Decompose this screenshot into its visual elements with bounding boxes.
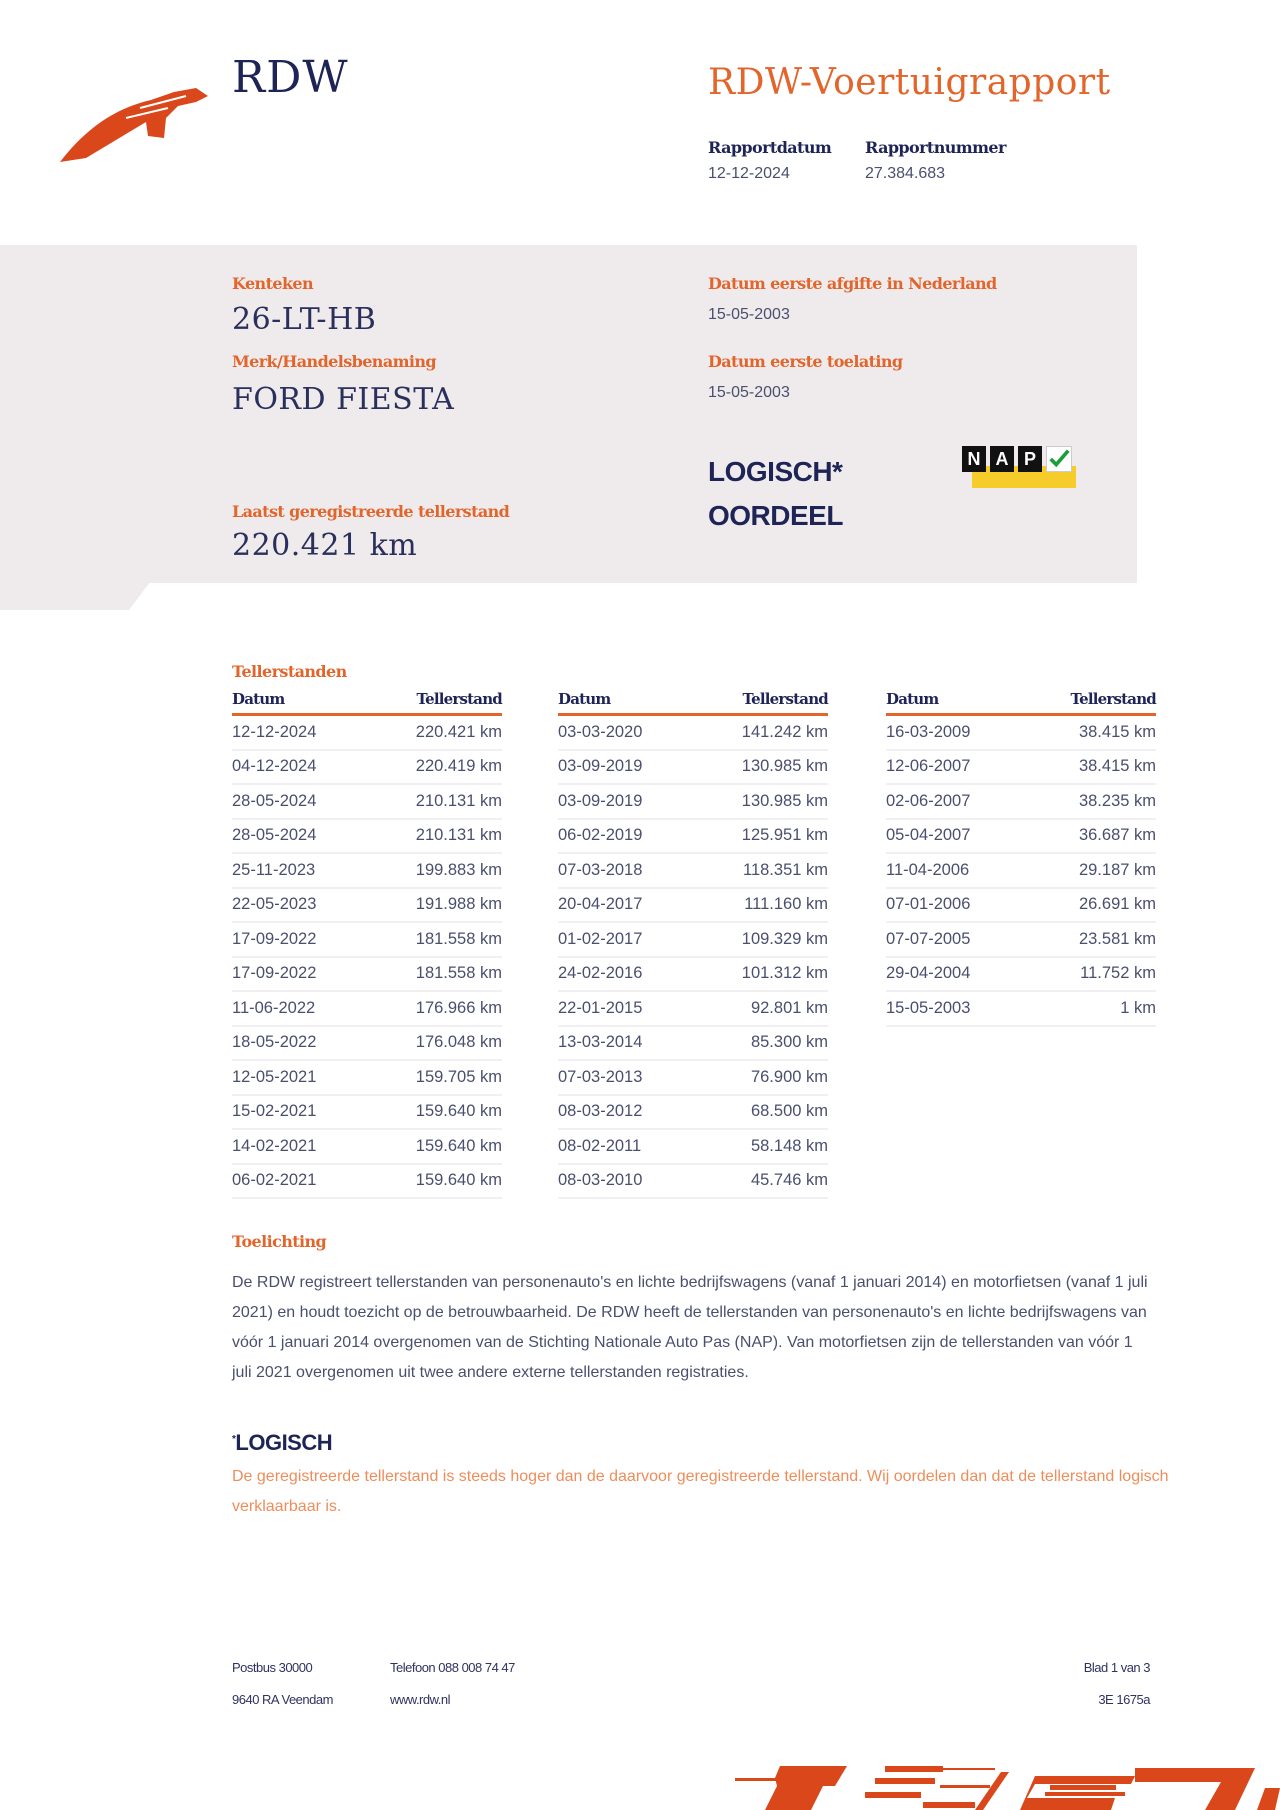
reading-km: 159.640 km (415, 1136, 502, 1155)
plate-value: 26-LT-HB (232, 302, 377, 337)
table-row (558, 1061, 828, 1096)
reading-km: 76.900 km (750, 1067, 828, 1086)
table-row (232, 889, 502, 924)
reading-date: 06-02-2021 (232, 1171, 317, 1190)
table-row (232, 716, 502, 751)
table-row (886, 923, 1156, 958)
nap-letter-n: N (962, 446, 986, 472)
brand-name: RDW (232, 52, 349, 103)
table-row (886, 716, 1156, 751)
table-row (558, 923, 828, 958)
verdict-line2: OORDEEL (708, 500, 843, 531)
footnote-title (232, 1430, 332, 1456)
reading-date: 22-05-2023 (232, 895, 317, 914)
odometer-column-3 (886, 690, 1156, 1027)
reading-km: 11.752 km (1080, 964, 1156, 983)
table-row (558, 1165, 828, 1200)
explanation-title: Toelichting (232, 1232, 327, 1251)
table-row (886, 751, 1156, 786)
reading-date: 24-02-2016 (558, 964, 643, 983)
reading-date: 16-03-2009 (886, 722, 971, 741)
reading-date: 07-03-2013 (558, 1067, 643, 1086)
table-row (558, 958, 828, 993)
first-admission-label: Datum eerste toelating (708, 352, 903, 371)
report-number: 27.384.683 (865, 165, 946, 182)
reading-km: 210.131 km (415, 826, 502, 845)
reading-km: 109.329 km (741, 929, 828, 948)
vehicle-summary-panel (0, 245, 1137, 583)
reading-date: 29-04-2004 (886, 964, 971, 983)
footer-phone: Telefoon 088 008 74 47 (390, 1660, 515, 1675)
nap-logo (962, 446, 1076, 490)
reading-km: 85.300 km (750, 1033, 828, 1052)
first-issue-nl-value: 15-05-2003 (708, 306, 790, 323)
reading-km: 176.048 km (415, 1033, 502, 1052)
table-row (232, 1096, 502, 1131)
report-date-block (708, 138, 831, 183)
checkmark-icon (1046, 446, 1072, 472)
table-row (232, 1061, 502, 1096)
rdw-logo-icon (56, 78, 212, 164)
table-row (232, 923, 502, 958)
footer-doc-code: 3E 1675a (1098, 1692, 1150, 1707)
footer-website[interactable]: www.rdw.nl (390, 1692, 451, 1707)
table-body (232, 716, 502, 1199)
table-row (558, 992, 828, 1027)
reading-km: 29.187 km (1078, 860, 1156, 879)
reading-date: 12-05-2021 (232, 1067, 317, 1086)
reading-date: 08-02-2011 (558, 1136, 642, 1155)
panel-notch (0, 582, 150, 610)
report-number-label: Rapportnummer (865, 138, 1006, 157)
table-body (886, 716, 1156, 1027)
table-row (886, 958, 1156, 993)
reading-km: 181.558 km (415, 964, 502, 983)
report-date: 12-12-2024 (708, 165, 790, 182)
reading-date: 11-06-2022 (232, 998, 316, 1017)
reading-km: 191.988 km (415, 895, 502, 914)
footer-page-number: Blad 1 van 3 (1083, 1660, 1150, 1675)
reading-km: 159.640 km (415, 1102, 502, 1121)
table-row (558, 1130, 828, 1165)
table-row (232, 1130, 502, 1165)
reading-date: 12-06-2007 (886, 757, 971, 776)
table-row (886, 785, 1156, 820)
reading-date: 03-03-2020 (558, 722, 643, 741)
table-row (558, 820, 828, 855)
reading-date: 13-03-2014 (558, 1033, 643, 1052)
col-reading-header: Tellerstand (1070, 690, 1156, 708)
reading-km: 1 km (1120, 998, 1156, 1017)
report-number-block (865, 138, 1006, 183)
table-body (558, 716, 828, 1199)
nap-letter-p: P (1018, 446, 1042, 472)
reading-date: 07-07-2005 (886, 929, 971, 948)
reading-km: 176.966 km (415, 998, 502, 1017)
odometer-column-1 (232, 690, 502, 1199)
footer-po-box: Postbus 30000 (232, 1660, 313, 1675)
reading-km: 38.235 km (1078, 791, 1156, 810)
reading-date: 04-12-2024 (232, 757, 317, 776)
reading-date: 14-02-2021 (232, 1136, 317, 1155)
table-header (232, 690, 502, 716)
table-row (558, 854, 828, 889)
table-row (232, 992, 502, 1027)
report-date-label: Rapportdatum (708, 138, 832, 157)
make-value: FORD FIESTA (232, 382, 455, 417)
reading-date: 07-03-2018 (558, 860, 643, 879)
reading-km: 210.131 km (415, 791, 502, 810)
reading-km: 220.421 km (415, 722, 502, 741)
verdict (708, 450, 843, 538)
table-header (558, 690, 828, 716)
reading-km: 23.581 km (1078, 929, 1156, 948)
reading-date: 06-02-2019 (558, 826, 643, 845)
reading-date: 01-02-2017 (558, 929, 643, 948)
table-row (558, 716, 828, 751)
last-odometer-value: 220.421 km (232, 528, 418, 563)
footnote-text: De geregistreerde tellerstand is steeds hoger dan de daarvoor geregistreerde tellerstand. Wij oordelen dan dat de tellerstand logisch verklaarbaar is. (232, 1468, 1169, 1515)
reading-km: 130.985 km (741, 757, 828, 776)
reading-km: 38.415 km (1078, 757, 1156, 776)
reading-date: 12-12-2024 (232, 722, 317, 741)
plate-label: Kenteken (232, 274, 314, 293)
reading-km: 101.312 km (741, 964, 828, 983)
table-row (232, 785, 502, 820)
col-reading-header: Tellerstand (416, 690, 502, 708)
reading-date: 03-09-2019 (558, 791, 643, 810)
reading-date: 02-06-2007 (886, 791, 971, 810)
decorative-stripes-icon (735, 1758, 1280, 1810)
reading-date: 03-09-2019 (558, 757, 643, 776)
table-row (232, 1165, 502, 1200)
reading-date: 11-04-2006 (886, 860, 970, 879)
make-label: Merk/Handelsbenaming (232, 352, 437, 371)
table-row (886, 820, 1156, 855)
table-header (886, 690, 1156, 716)
col-date-header: Datum (558, 690, 611, 708)
footer-postal-city: 9640 RA Veendam (232, 1692, 333, 1707)
reading-date: 05-04-2007 (886, 826, 971, 845)
last-odometer-label: Laatst geregistreerde tellerstand (232, 502, 510, 521)
reading-date: 17-09-2022 (232, 929, 317, 948)
first-issue-nl-label: Datum eerste afgifte in Nederland (708, 274, 997, 293)
reading-date: 15-05-2003 (886, 998, 971, 1017)
explanation-text: De RDW registreert tellerstanden van personenauto's en lichte bedrijfswagens (vanaf 1 januari 2014) en motorfietsen (vanaf 1 juli 2021) en houdt toezicht op de betrouwbaarheid. De RDW heeft de tellerstanden van personenauto's en lichte bedrijfswagens van vóór 1 januari 2014 overgenomen van de Stichting Nationale Auto Pas (NAP). Van motorfietsen zijn de tellerstanden van vóór 1 juli 2021 overgenomen uit twee andere externe tellerstanden registraties. (232, 1274, 1148, 1381)
reading-date: 20-04-2017 (558, 895, 643, 914)
reading-date: 17-09-2022 (232, 964, 317, 983)
reading-km: 159.640 km (415, 1171, 502, 1190)
table-row (558, 751, 828, 786)
reading-date: 22-01-2015 (558, 998, 643, 1017)
reading-km: 58.148 km (750, 1136, 828, 1155)
table-row (886, 889, 1156, 924)
table-row (232, 1027, 502, 1062)
reading-km: 141.242 km (741, 722, 828, 741)
table-row (558, 889, 828, 924)
reading-date: 08-03-2010 (558, 1171, 643, 1190)
odometer-column-2 (558, 690, 828, 1199)
reading-km: 220.419 km (415, 757, 502, 776)
reading-km: 118.351 km (743, 860, 828, 879)
reading-km: 159.705 km (415, 1067, 502, 1086)
reading-km: 111.160 km (744, 895, 828, 914)
reading-date: 15-02-2021 (232, 1102, 317, 1121)
table-row (558, 1096, 828, 1131)
col-date-header: Datum (886, 690, 939, 708)
reading-km: 92.801 km (750, 998, 828, 1017)
nap-letter-a: A (990, 446, 1014, 472)
reading-date: 07-01-2006 (886, 895, 971, 914)
table-row (886, 992, 1156, 1027)
verdict-line1: LOGISCH* (708, 456, 843, 487)
table-row (558, 1027, 828, 1062)
table-row (232, 854, 502, 889)
reading-date: 28-05-2024 (232, 826, 317, 845)
footnote-title-text: LOGISCH (235, 1430, 333, 1455)
footnote-mark: * (232, 1434, 236, 1445)
reading-km: 68.500 km (750, 1102, 828, 1121)
odometer-section-title: Tellerstanden (232, 662, 347, 681)
report-title: RDW-Voertuigrapport (708, 62, 1111, 103)
reading-date: 28-05-2024 (232, 791, 317, 810)
col-reading-header: Tellerstand (742, 690, 828, 708)
reading-km: 181.558 km (415, 929, 502, 948)
reading-km: 26.691 km (1078, 895, 1156, 914)
table-row (886, 854, 1156, 889)
reading-km: 199.883 km (415, 860, 502, 879)
reading-date: 18-05-2022 (232, 1033, 317, 1052)
reading-km: 45.746 km (750, 1171, 828, 1190)
reading-km: 125.951 km (741, 826, 828, 845)
reading-km: 36.687 km (1078, 826, 1156, 845)
table-row (558, 785, 828, 820)
reading-date: 25-11-2023 (232, 860, 316, 879)
reading-date: 08-03-2012 (558, 1102, 643, 1121)
reading-km: 38.415 km (1078, 722, 1156, 741)
first-admission-value: 15-05-2003 (708, 384, 790, 401)
table-row (232, 751, 502, 786)
reading-km: 130.985 km (741, 791, 828, 810)
table-row (232, 958, 502, 993)
col-date-header: Datum (232, 690, 285, 708)
table-row (232, 820, 502, 855)
